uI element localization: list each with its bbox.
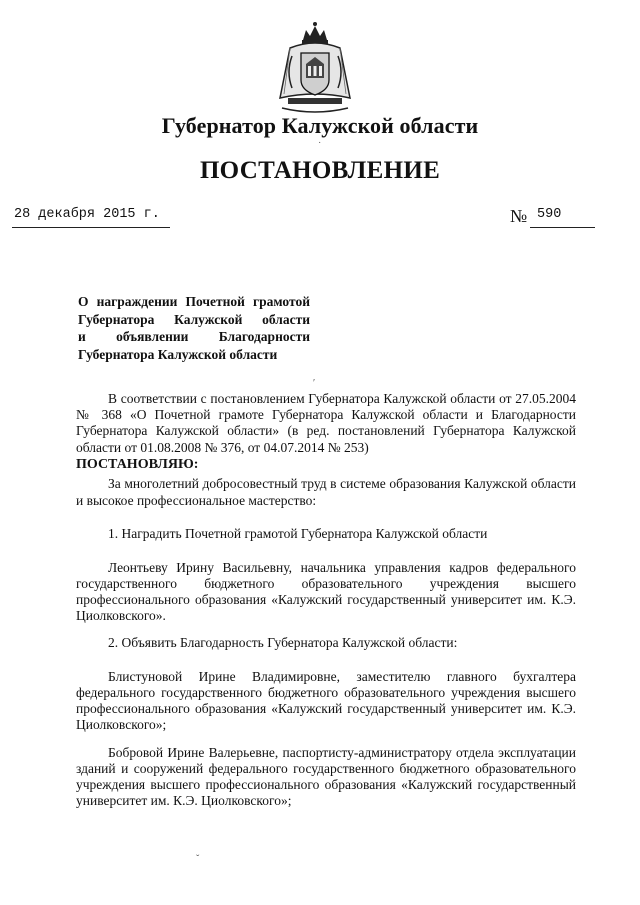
scan-speck: ˇ — [196, 854, 200, 865]
award-paragraph: Блистуновой Ирине Владимировне, заместителю главного бухгалтера федерального государственного бюджетного образовательного учреждения высшего профессионального образования «Калужский государственный университет им. К.Э. Циолковского»; — [76, 669, 576, 732]
coat-of-arms-icon — [270, 20, 360, 120]
document-date: 28 декабря 2015 г. — [14, 207, 160, 222]
subject-line: Губернатора Калужской области — [78, 346, 278, 362]
subject-line: Губернатора Калужской области — [78, 311, 310, 327]
subject-line: О награждении Почетной грамотой — [78, 294, 310, 309]
subject-line: и объявлении Благодарности — [78, 329, 310, 344]
decree-heading: ПОСТАНОВЛЯЮ: — [76, 457, 199, 472]
preamble-paragraph: В соответствии с постановлением Губернатора Калужской области от 27.05.2004 № 368 «О Почетной грамоте Губернатора Калужской области и Благодарности Губернатора Калужской области» (в ред. постановлений Губернатора Калужской области от 01.08.2008 № 376, от 04.07.2014 № 253) — [76, 391, 576, 455]
clause-2-gratitude: 2. Объявить Благодарность Губернатора Калужской области: — [108, 635, 458, 650]
document-number: 590 — [537, 207, 562, 222]
document-type-heading: ПОСТАНОВЛЕНИЕ — [199, 157, 441, 184]
scan-speck: ′ — [313, 378, 316, 389]
number-underline — [530, 227, 595, 228]
award-paragraph: Леонтьеву Ирину Васильевну, начальника управления кадров федерального государственного бюджетного образовательного учреждения высшего профессионального образования «Калужский государственный университет им. К.Э. Циолковского». — [76, 560, 576, 623]
document-subject — [78, 293, 310, 363]
award-paragraph: Бобровой Ирине Валерьевне, паспортисту-администратору отдела эксплуатации зданий и сооружений федерального государственного бюджетного образовательного учреждения высшего профессионального образования «Калужский государственный университет им. К.Э. Циолковского»; — [76, 745, 576, 808]
scan-speck: ˙ — [318, 141, 322, 152]
reason-paragraph: За многолетний добросовестный труд в системе образования Калужской области и высокое профессиональное мастерство: — [76, 476, 576, 508]
clause-1-award-certificate: 1. Наградить Почетной грамотой Губернатора Калужской области — [108, 526, 488, 541]
date-underline — [12, 227, 170, 228]
authority-title: Губернатор Калужской области — [161, 113, 479, 138]
number-sign: № — [510, 206, 528, 226]
